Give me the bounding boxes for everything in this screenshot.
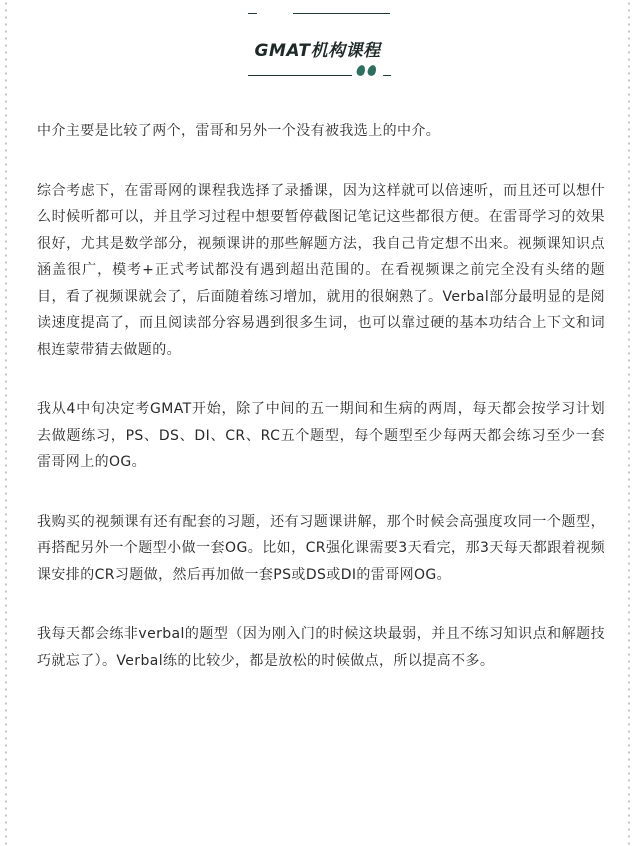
right-dotted-border [626,0,632,846]
bottom-short-line [383,75,391,76]
section-header [0,0,635,90]
paragraph-5: 我每天都会练非verbal的题型（因为刚入门的时候这块最弱，并且不练习知识点和解题技巧就忘了）。Verbal练的比较少，都是放松的时候做点，所以提高不多。 [37,626,605,669]
left-dotted-border [3,0,9,846]
section-title: GMAT机构课程 [254,41,381,61]
droplet-icon [357,64,379,78]
article-body [37,118,605,707]
paragraph-4: 我购买的视频课有还有配套的习题，还有习题课讲解，那个时候会高强度攻同一个题型，再搭配另外一个题型小做一套OG。比如，CR强化课需要3天看完，那3天每天都跟着视频课安排的CR习题做，然后再加做一套PS或DS或DI的雷哥网OG。 [37,513,605,583]
top-short-line [248,13,257,14]
paragraph-1: 中介主要是比较了两个，雷哥和另外一个没有被我选上的中介。 [37,123,441,139]
bottom-long-line [248,75,352,76]
paragraph-2: 综合考虑下，在雷哥网的课程我选择了录播课，因为这样就可以倍速听，而且还可以想什么时候听都可以，并且学习过程中想要暂停截图记笔记这些都很方便。在雷哥学习的效果很好，尤其是数学部分，视频课讲的那些解题方法，我自己肯定想不出来。视频课知识点涵盖很广，模考+正式考试都没有遇到超出范围的。在看视频课之前完全没有头绪的题目，看了视频课就会了，后面随着练习增加，就用的很娴熟了。Verbal部分最明显的是阅读速度提高了，而且阅读部分容易遇到很多生词，也可以靠过硬的基本功结合上下文和词根连蒙带猜去做题的。 [37,182,605,358]
top-long-line [293,13,390,14]
paragraph-3: 我从4中旬决定考GMAT开始，除了中间的五一期间和生病的两周，每天都会按学习计划去做题练习，PS、DS、DI、CR、RC五个题型，每个题型至少每两天都会练习至少一套雷哥网上的OG。 [37,401,605,470]
